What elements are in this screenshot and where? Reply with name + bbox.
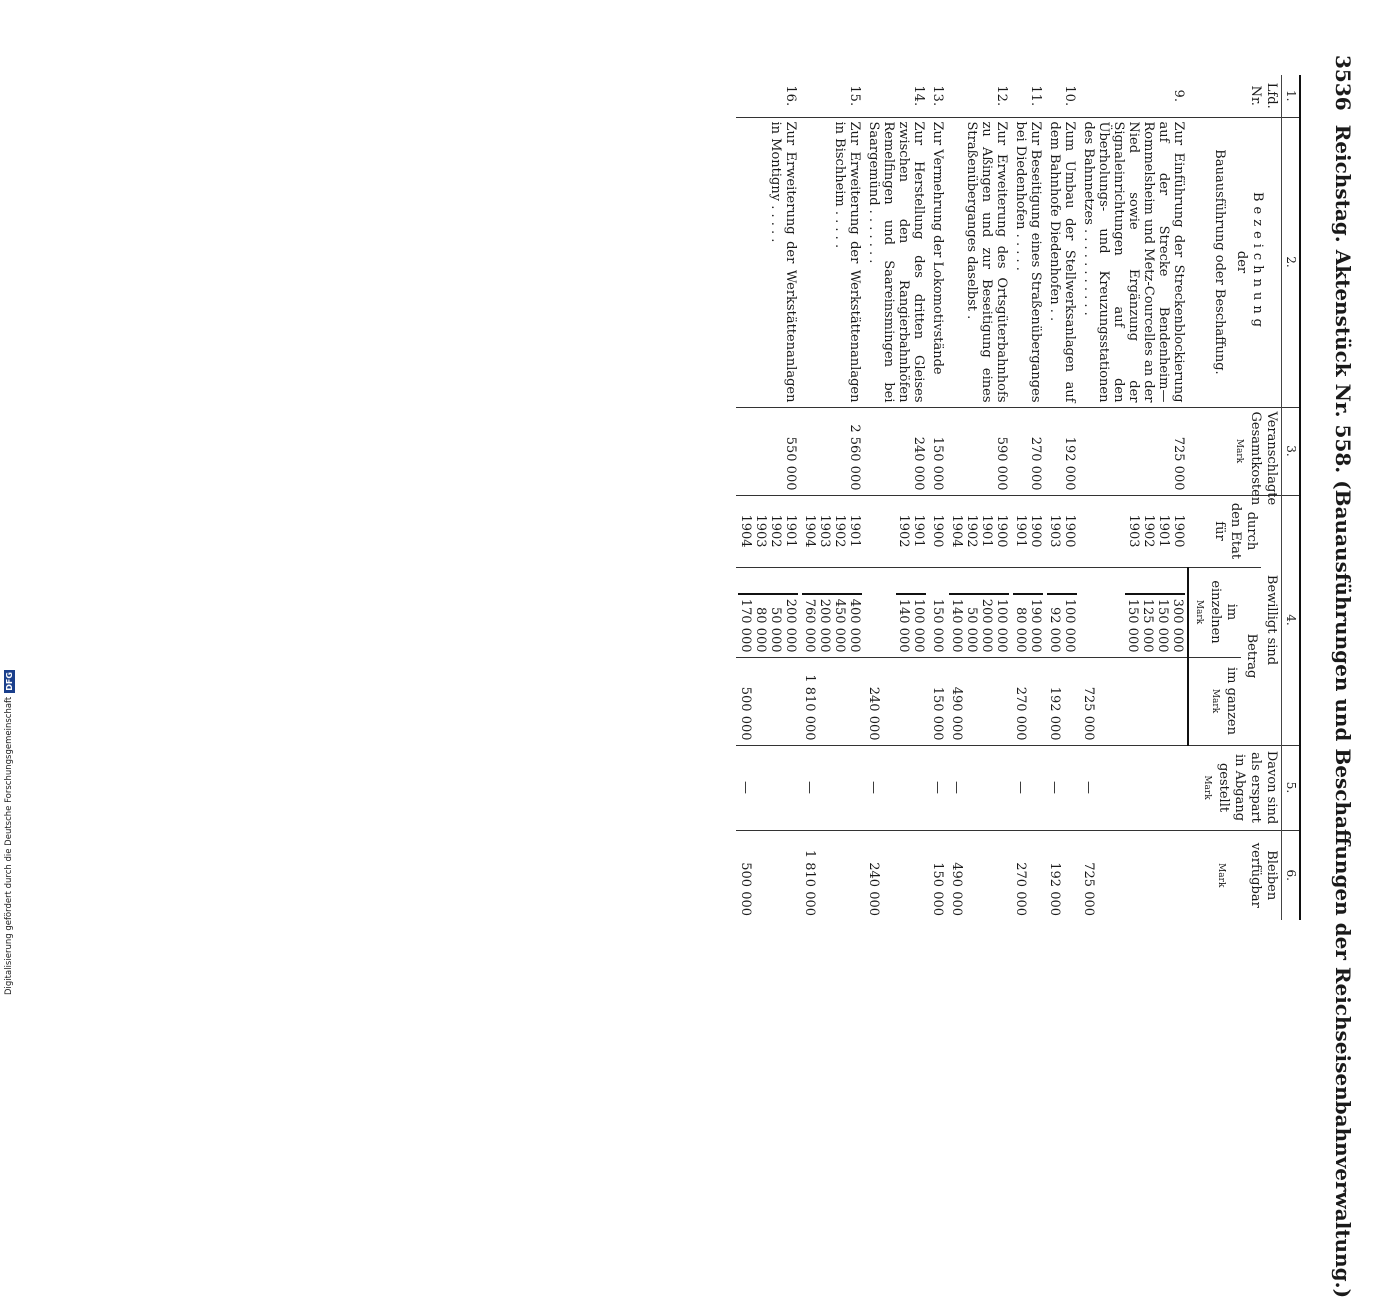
table-body <box>736 75 1188 920</box>
etat-year: 1903 <box>753 514 768 548</box>
header-bezeichnung-der: der <box>1234 250 1249 274</box>
etat-year: 1904 <box>949 514 964 548</box>
year-list <box>896 514 926 547</box>
row-verfuegbar: 150 000 <box>928 830 947 920</box>
etat-year: 1902 <box>1141 514 1156 548</box>
row-im-einzelnen <box>1045 567 1079 657</box>
row-number: 10. <box>1062 85 1077 107</box>
einzel-amount: 100 000 <box>1062 598 1077 653</box>
row-im-ganzen: 270 000 <box>1011 657 1045 745</box>
einzel-amount: 170 000 <box>738 598 753 653</box>
etat-year: 1901 <box>1156 514 1171 548</box>
etat-year: 1902 <box>964 514 979 548</box>
row-veranschlagte-kosten: 590 000 <box>947 407 1011 495</box>
einzel-amount: 140 000 <box>896 598 911 653</box>
row-veranschlagte-kosten: 725 000 <box>1079 407 1188 495</box>
row-description: Zur Erweiterung der Werkstättenanlagen in Montigny . . . . . <box>736 117 800 407</box>
row-number: 14. <box>911 85 926 107</box>
row-etat-years <box>947 495 1011 567</box>
row-etat-years <box>864 495 928 567</box>
etat-year: 1901 <box>979 514 994 548</box>
header-betrag: Betrag <box>1241 567 1261 745</box>
unit-label: Mark <box>1216 863 1226 888</box>
header-bezeichnung-sub: Bauausführung oder Beschaffung. <box>1212 149 1227 375</box>
row-verfuegbar: 725 000 <box>1079 830 1188 920</box>
row-verfuegbar: 240 000 <box>864 830 928 920</box>
column-number: 3. <box>1282 407 1301 495</box>
row-etat-years <box>1079 495 1188 567</box>
einzel-amount: 200 000 <box>783 598 798 653</box>
header-veranschlagte <box>1188 407 1282 506</box>
table-row <box>1045 75 1079 920</box>
row-verfuegbar: 1 810 000 <box>800 830 864 920</box>
year-list <box>1126 514 1186 547</box>
header-lfd-nr: Lfd. Nr. <box>1248 82 1279 109</box>
header-bezeichnung-title: Bezeichnung <box>1250 191 1265 333</box>
etat-year: 1904 <box>802 514 817 548</box>
row-erspart: — <box>800 745 864 830</box>
digitization-credit <box>2 600 16 995</box>
header-veranschlagte-label: Veranschlagte Gesamtkosten <box>1248 411 1279 506</box>
row-number: 9. <box>1171 89 1186 102</box>
header-im-ganzen-label: im ganzen <box>1224 667 1239 735</box>
header-bewilligt: Bewilligt sind <box>1261 495 1282 745</box>
einzel-amount: 300 000 <box>1170 598 1185 653</box>
etat-year: 1900 <box>1171 514 1186 548</box>
etat-year: 1902 <box>768 514 783 548</box>
amount-list <box>1047 593 1077 653</box>
einzel-amount: 450 000 <box>832 598 847 653</box>
header-im-einzelnen <box>1188 567 1241 657</box>
digitization-credit-inner <box>2 600 16 995</box>
unit-label: Mark <box>1202 775 1212 800</box>
row-erspart: — <box>928 745 947 830</box>
row-verfuegbar: 490 000 <box>947 830 1011 920</box>
einzel-amount: 100 000 <box>911 598 926 653</box>
credit-text: Digitalisierung gefördert durch die Deutsche Forschungsgemeinschaft <box>4 696 14 995</box>
row-verfuegbar: 192 000 <box>1045 830 1079 920</box>
einzel-amount: 100 000 <box>994 598 1009 653</box>
table-row <box>864 75 928 920</box>
table-row <box>800 75 864 920</box>
column-number: 4. <box>1282 495 1301 745</box>
row-veranschlagte-kosten: 2 560 000 <box>800 407 864 495</box>
row-im-einzelnen <box>800 567 864 657</box>
amount-list <box>1013 593 1043 653</box>
row-erspart: — <box>864 745 928 830</box>
header-davon-label: Davon sind als erspart in Abgang gestellt <box>1216 750 1279 825</box>
row-im-ganzen: 240 000 <box>864 657 928 745</box>
etat-year: 1900 <box>1028 514 1043 548</box>
etat-year: 1900 <box>1062 514 1077 548</box>
einzel-amount: 80 000 <box>1013 607 1028 653</box>
table-row <box>1011 75 1045 920</box>
einzel-amount: 200 000 <box>979 598 994 653</box>
row-im-einzelnen <box>1079 567 1188 657</box>
row-im-einzelnen <box>736 567 800 657</box>
row-number: 15. <box>847 85 862 107</box>
row-etat-years <box>736 495 800 567</box>
header-im-einzelnen-label: im einzelnen <box>1208 580 1239 644</box>
row-im-ganzen: 150 000 <box>928 657 947 745</box>
etat-year: 1903 <box>817 514 832 548</box>
row-etat-years <box>928 495 947 567</box>
table-row <box>736 75 800 920</box>
header-im-ganzen <box>1188 657 1241 745</box>
column-number: 5. <box>1282 745 1301 830</box>
row-im-einzelnen <box>928 567 947 657</box>
row-im-einzelnen <box>1011 567 1045 657</box>
header-davon <box>1188 745 1282 830</box>
amount-list <box>949 593 1009 653</box>
row-description: Zum Umbau der Stellwerksanlagen auf dem Bahnhofe Diedenhofen . . <box>1045 117 1079 407</box>
year-list <box>949 514 1009 547</box>
row-number: 13. <box>930 85 945 107</box>
row-description: Zur Beseitigung eines Straßenüberganges bei Diedenhofen . . . . . <box>1011 117 1045 407</box>
einzel-amount: 200 000 <box>817 598 832 653</box>
row-veranschlagte-kosten: 240 000 <box>864 407 928 495</box>
year-list <box>738 514 798 547</box>
etat-year: 1900 <box>994 514 1009 548</box>
row-erspart: — <box>1045 745 1079 830</box>
year-list <box>802 514 862 547</box>
row-verfuegbar: 270 000 <box>1011 830 1045 920</box>
row-im-ganzen: 1 810 000 <box>800 657 864 745</box>
einzel-amount: 50 000 <box>964 607 979 653</box>
einzel-amount: 125 000 <box>1140 598 1155 653</box>
etat-year: 1902 <box>896 514 911 548</box>
einzel-amount: 80 000 <box>753 607 768 653</box>
row-im-ganzen: 192 000 <box>1045 657 1079 745</box>
row-im-einzelnen <box>947 567 1011 657</box>
einzel-amount: 400 000 <box>847 598 862 653</box>
dfg-logo-icon: DFG <box>4 672 14 691</box>
row-erspart: — <box>947 745 1011 830</box>
row-im-ganzen: 490 000 <box>947 657 1011 745</box>
row-erspart: — <box>736 745 800 830</box>
row-veranschlagte-kosten: 270 000 <box>1011 407 1045 495</box>
table-row <box>947 75 1011 920</box>
etat-year: 1904 <box>738 514 753 548</box>
einzel-amount: 140 000 <box>949 598 964 653</box>
etat-year: 1900 <box>930 514 945 548</box>
etat-year: 1902 <box>832 514 847 548</box>
budget-table <box>736 75 1301 920</box>
header-bezeichnung <box>1188 117 1282 407</box>
column-number: 6. <box>1282 830 1301 920</box>
table-row <box>928 75 947 920</box>
einzel-amount: 92 000 <box>1047 607 1062 653</box>
unit-label: Mark <box>1210 688 1220 714</box>
einzel-amount: 190 000 <box>1028 598 1043 653</box>
einzel-amount: 150 000 <box>1125 598 1140 653</box>
row-number: 12. <box>994 85 1009 107</box>
einzel-amount: 150 000 <box>930 598 945 653</box>
einzel-amount: 150 000 <box>1155 598 1170 653</box>
amount-list <box>1125 593 1185 653</box>
etat-year: 1903 <box>1047 514 1062 548</box>
row-im-ganzen: 500 000 <box>736 657 800 745</box>
row-erspart: — <box>1011 745 1045 830</box>
header-bleiben-label: Bleiben verfügbar <box>1248 842 1279 908</box>
row-description: Zur Erweiterung der Werkstättenanlagen in Bischheim . . . . . <box>800 117 864 407</box>
header-row-1 <box>1261 75 1282 920</box>
page-number: 3536 <box>1331 55 1355 111</box>
row-number: 11. <box>1028 85 1043 107</box>
table-row <box>1079 75 1188 920</box>
einzel-amount: 50 000 <box>768 607 783 653</box>
row-veranschlagte-kosten: 550 000 <box>736 407 800 495</box>
year-list <box>930 514 945 547</box>
row-etat-years <box>1011 495 1045 567</box>
unit-label: Mark <box>1234 438 1244 464</box>
column-number: 2. <box>1282 117 1301 407</box>
amount-list <box>738 593 798 653</box>
column-number-row <box>1282 75 1301 920</box>
row-etat-years <box>1045 495 1079 567</box>
row-veranschlagte-kosten: 150 000 <box>928 407 947 495</box>
etat-year: 1901 <box>1013 514 1028 548</box>
header-durch-etat: durch den Etat für <box>1188 495 1261 567</box>
row-verfuegbar: 500 000 <box>736 830 800 920</box>
row-description: Zur Einführung der Streckenblockierung auf der Strecke Bendenheim—Rommelsheim und Metz-Courcelles an der Nied sowie Ergänzung der Signaleinrichtungen auf den Überholungs- und Kreuzungsstationen des Bahnnetzes . . . . . . . . . . . <box>1079 117 1188 407</box>
einzel-amount: 760 000 <box>802 598 817 653</box>
row-description: Zur Erweiterung des Ortsgüterbahnhofs zu Aßingen und zur Beseitigung eines Straßenüberganges daselbst . <box>947 117 1011 407</box>
column-number: 1. <box>1282 75 1301 117</box>
etat-year: 1903 <box>1126 514 1141 548</box>
etat-year: 1901 <box>783 514 798 548</box>
year-list <box>1013 514 1043 547</box>
page-title: Reichstag. Aktenstück Nr. 558. (Bauausführungen und Beschaffungen der Reichseisenbahnverwaltung.) <box>1331 124 1355 1298</box>
etat-year: 1901 <box>911 514 926 548</box>
amount-list <box>930 599 945 653</box>
page-header <box>1323 55 1363 1298</box>
amount-list <box>802 593 862 653</box>
row-erspart: — <box>1079 745 1188 830</box>
row-description: Zur Vermehrung der Lokomotivstände <box>928 117 947 407</box>
row-etat-years <box>800 495 864 567</box>
etat-year: 1901 <box>847 514 862 548</box>
row-veranschlagte-kosten: 192 000 <box>1045 407 1079 495</box>
row-number: 16. <box>783 85 798 107</box>
row-im-ganzen: 725 000 <box>1079 657 1188 745</box>
row-im-einzelnen <box>864 567 928 657</box>
unit-label: Mark <box>1194 599 1204 625</box>
year-list <box>1047 514 1077 547</box>
amount-list <box>896 593 926 653</box>
row-description: Zur Herstellung des dritten Gleises zwischen den Rangierbahnhöfen Remelfingen und Saareinsmingen bei Saargemünd . . . . . . . <box>864 117 928 407</box>
header-bleiben <box>1188 830 1282 920</box>
